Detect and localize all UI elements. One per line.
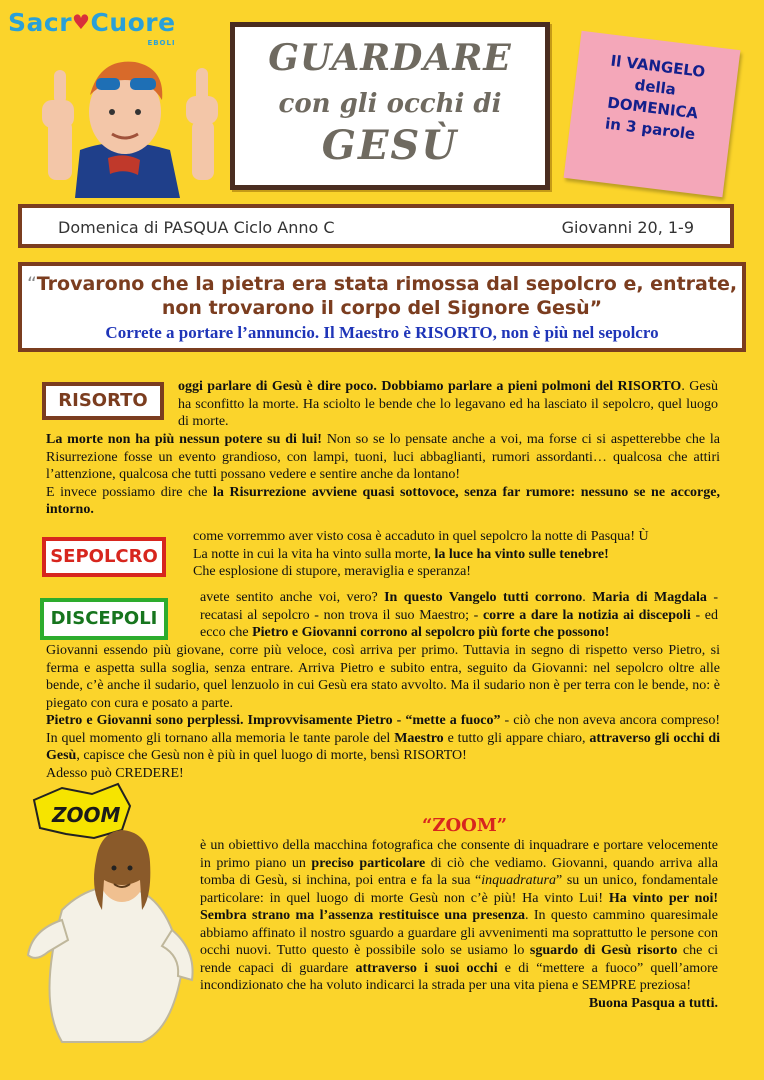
risorto-bold-2: La morte non ha più nessun potere su di lui! (46, 432, 322, 447)
liturgy-day: Domenica di PASQUA Ciclo Anno C (58, 218, 335, 237)
zoom-title: “ZOOM” (422, 815, 508, 836)
zoom-text-5: che ci rende capaci di guardare (200, 943, 719, 976)
jesus-zoom-illustration (22, 780, 200, 1045)
zoom-text-1: è un obiettivo della macchina fotografica che consente di inquadrare e portare velocemente in primo piano un (200, 838, 718, 871)
title-line-3: GESÙ (321, 122, 459, 169)
risorto-text-2: Non so se lo pensate anche a voi, ma forse ci si aspetterebbe che la Risurrezione fosse un evento grandioso, con lampi, tuoni, luci abbaglianti, rumori assordanti… qualcosa che attiri l’attenzione, qualcosa che tutti possano vedere e sentire anche da lontano! (46, 432, 721, 482)
quote-text: Trovarono che la pietra era stata rimossa dal sepolcro e, entrate, non trovarono il corpo del Signore Gesù” (36, 273, 738, 319)
note-line-2: della (633, 75, 677, 99)
sacro-cuore-logo (8, 8, 176, 47)
discepoli-bold-4: Pietro e Giovanni corrono al sepolcro più forte che possono! (252, 625, 610, 640)
sepolcro-line-2-bold: la luce ha vinto sulle tenebre! (434, 546, 609, 562)
logo-text-1: Sacr (8, 8, 73, 37)
zoom-bold-2: Ha vinto per noi! Sembra strano ma l’assenza restituisce una presenza (200, 890, 718, 923)
discepoli-text-9: Adesso può CREDERE! (46, 765, 184, 781)
discepoli-text-4: - ed ecco che (200, 607, 719, 640)
liturgy-info-bar (18, 204, 734, 248)
sepolcro-paragraph (193, 528, 718, 581)
title-box (230, 22, 550, 190)
quote-open-mark: “ (26, 273, 37, 295)
gospel-quote-box (18, 262, 746, 352)
tag-risorto: RISORTO (42, 382, 164, 420)
gospel-sticky-note (564, 31, 741, 197)
discepoli-bold-5: Pietro e Giovanni sono perplessi. Improvvisamente Pietro - “mette a fuoco” (46, 713, 501, 728)
sepolcro-line-3: Che esplosione di stupore, meraviglia e speranza! (193, 564, 471, 579)
tag-discepoli: DISCEPOLI (40, 598, 168, 640)
risorto-bold-1: oggi parlare di Gesù è dire poco. Dobbiamo parlare a pieni polmoni del RISORTO (178, 379, 682, 394)
logo-text-2: Cuore (90, 8, 176, 37)
discepoli-bold-2: Maria di Magdala (592, 590, 707, 605)
note-line-1: Il VANGELO (609, 51, 707, 82)
child-thumbs-up-image (20, 40, 225, 198)
zoom-paragraph (200, 837, 718, 1012)
discepoli-text-2: . (582, 590, 593, 605)
tag-sepolcro: SEPOLCRO (42, 537, 166, 577)
discepoli-text-6: - ciò che non aveva ancora compreso! In quel momento gli tornano alla memoria le tante parole del (46, 713, 720, 746)
discepoli-bold-3: corre a dare la notizia ai discepoli (482, 607, 691, 623)
heart-icon: ♥ (72, 10, 91, 34)
discepoli-paragraph-2 (46, 642, 720, 782)
discepoli-bold-7: attraverso gli occhi di Gesù (46, 730, 720, 763)
risorto-bold-3: la Risurrezione avviene quasi sottovoce, senza far rumore: nessuno se ne accorge, intorno. (46, 484, 720, 517)
discepoli-text-5: Giovanni essendo più giovane, corre più veloce, così arriva per primo. Tuttavia in segno di rispetto verso Pietro, si ferma e aspetta sulla soglia, senza entrare. Arriva Pietro e subito entra, seguito da Giovanni: nel sepolcro oltre alle bende, c’è anche il sudario, quel lenzuolo in cui Gesù era stato avvolto. Ma il sudario non è per terra con le bende, no: è piegato con cura e posato a parte. (46, 643, 720, 711)
sepolcro-line-2: La notte in cui la vita ha vinto sulla morte, (193, 546, 435, 562)
closing-greeting: Buona Pasqua a tutti. (588, 995, 718, 1011)
title-line-1: GUARDARE (268, 37, 512, 79)
discepoli-bold-6: Maestro (394, 730, 444, 746)
note-line-4: in 3 parole (604, 114, 697, 144)
gospel-reference: Giovanni 20, 1-9 (561, 218, 694, 237)
zoom-bold-3: sguardo di Gesù risorto (529, 943, 678, 958)
discepoli-text-8: , capisce che Gesù non è più in quel luogo di morte, bensì RISORTO! (76, 748, 467, 763)
discepoli-bold-1: In questo Vangelo tutti corrono (384, 590, 583, 605)
risorto-text-1: . Gesù ha sconfitto la morte. Ha sciolto le bende che lo legavano ed ha lasciato il sepolcro, quel luogo di morte. (178, 379, 718, 429)
quote-subtitle: Correte a portare l’annuncio. Il Maestro è RISORTO, non è più nel sepolcro (105, 323, 659, 342)
risorto-paragraph-2 (46, 431, 720, 519)
zoom-text-6: e di “mettere a fuoco” quell’amore incondizionato che ha voluto indicarci la strada per una vita piena e SEMPRE preziosa! (200, 960, 719, 993)
note-line-3: DOMENICA (606, 93, 700, 123)
zoom-bold-4: attraverso i suoi occhi (355, 960, 498, 976)
discepoli-text-3: - recatasi al sepolcro - non trova il suo Maestro; - (200, 590, 719, 623)
risorto-paragraph-1 (178, 378, 718, 431)
zoom-bold-1: preciso particolare (311, 855, 426, 871)
discepoli-text-7: e tutto gli appare chiaro, (443, 730, 590, 746)
risorto-text-3: E invece possiamo dire che (46, 484, 214, 500)
zoom-text-3: ” su un unico, fondamentale particolare: in quel luogo di morte Gesù non c’è più! Ha vinto Lui! (200, 873, 718, 906)
gospel-quote (22, 272, 742, 320)
title-line-2: con gli occhi di (278, 89, 502, 119)
discepoli-text-1: avete sentito anche voi, vero? (200, 590, 385, 605)
zoom-italic-1: inquadratura (481, 873, 556, 888)
zoom-badge-text: ZOOM (52, 803, 121, 827)
discepoli-paragraph-1 (200, 589, 718, 642)
zoom-text-2: di ciò che vediamo. Giovanni, quando arriva alla tomba di Gesù, si inchina, poi entra e fa la sua “ (200, 855, 719, 888)
zoom-text-4: . In questo cammino quaresimale abbiamo affinato il nostro sguardo a guardare gli avvenimenti ma soprattutto le persone con occhi nuovi. Tutto questo è possibile solo se usiamo lo (200, 908, 718, 958)
logo-subtitle: EBOLI (147, 39, 176, 47)
sepolcro-line-1: come vorremmo aver visto cosa è accaduto in quel sepolcro la notte di Pasqua! Ù (193, 529, 649, 544)
